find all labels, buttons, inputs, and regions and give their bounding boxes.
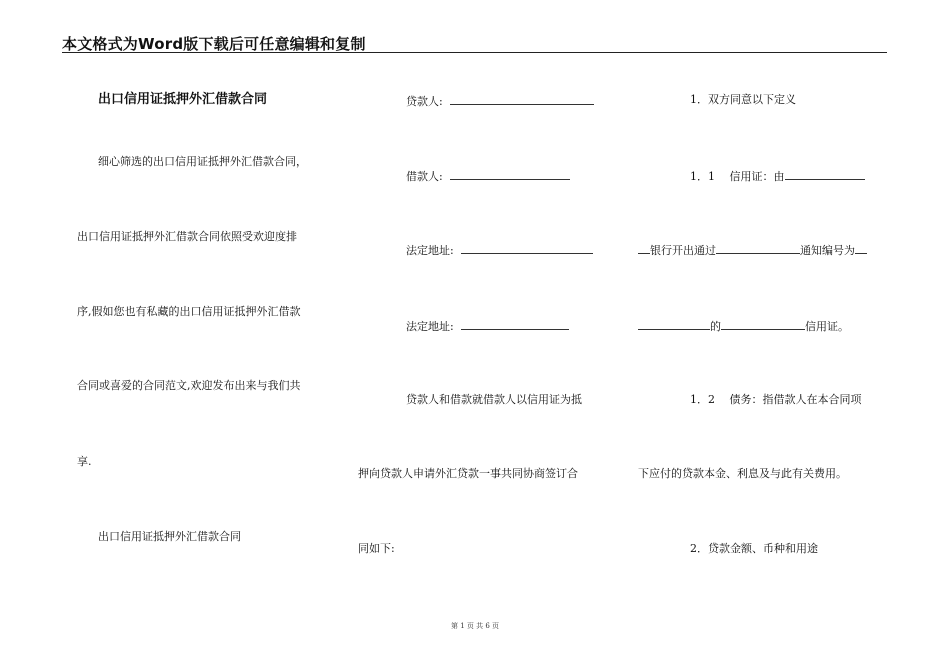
contract-title: 出口信用证抵押外汇借款合同 (98, 92, 268, 107)
borrower-label: 借款人: (406, 170, 443, 183)
lender-field (406, 93, 594, 109)
credit-number-blank (638, 318, 710, 330)
of-text: 的 (710, 320, 721, 333)
document-header-title: 本文格式为Word版下载后可任意编辑和复制 (62, 35, 366, 53)
address-blank-2 (461, 318, 569, 330)
advising-bank-blank (716, 242, 800, 254)
definition-1-1-text: 1．1 信用证：由 (690, 170, 785, 183)
intro-line-3: 序,假如您也有私藏的出口信用证抵押外汇借款 (77, 305, 301, 318)
bank-issued-text: 银行开出通过 (650, 244, 716, 257)
definition-1-1-cont-1 (638, 242, 867, 258)
definition-1-1 (690, 168, 865, 184)
section-2-heading: 2．贷款金额、币种和用途 (690, 542, 818, 555)
definition-1-2: 1．2 债务：指借款人在本合同项 (690, 393, 862, 406)
page-number-footer: 第 1 页 共 6 页 (450, 622, 500, 630)
lender-blank (450, 93, 594, 105)
borrower-blank (450, 168, 570, 180)
agreement-para-line-2: 押向贷款人申请外汇贷款一事共同协商签订合 (358, 467, 578, 480)
notice-number-text: 通知编号为 (800, 244, 855, 257)
contract-subtitle: 出口信用证抵押外汇借款合同 (98, 530, 241, 543)
issuer-blank (785, 168, 865, 180)
address-label-2: 法定地址: (406, 320, 454, 333)
definition-1-1-cont-2 (638, 318, 849, 334)
agreement-para-line-3: 同如下: (358, 542, 395, 555)
lender-label: 贷款人: (406, 95, 443, 108)
credit-type-blank (721, 318, 805, 330)
borrower-field (406, 168, 570, 184)
credit-text: 信用证。 (805, 320, 849, 333)
address-field-1 (406, 242, 593, 258)
definition-1-2-cont: 下应付的贷款本金、利息及与此有关费用。 (638, 467, 847, 480)
section-1-heading: 1．双方同意以下定义 (690, 93, 796, 106)
address-label-1: 法定地址: (406, 244, 454, 257)
intro-line-1: 细心筛选的出口信用证抵押外汇借款合同， (98, 155, 307, 168)
bank-blank (638, 242, 650, 254)
notice-number-blank (855, 242, 867, 254)
address-field-2 (406, 318, 569, 334)
intro-line-4: 合同或喜爱的合同范文,欢迎发布出来与我们共 (77, 379, 301, 392)
intro-line-2: 出口信用证抵押外汇借款合同依照受欢迎度排 (77, 230, 297, 243)
header-divider (62, 52, 887, 53)
agreement-para-line-1: 贷款人和借款就借款人以信用证为抵 (406, 393, 582, 406)
intro-line-5: 享. (77, 455, 92, 468)
address-blank-1 (461, 242, 593, 254)
